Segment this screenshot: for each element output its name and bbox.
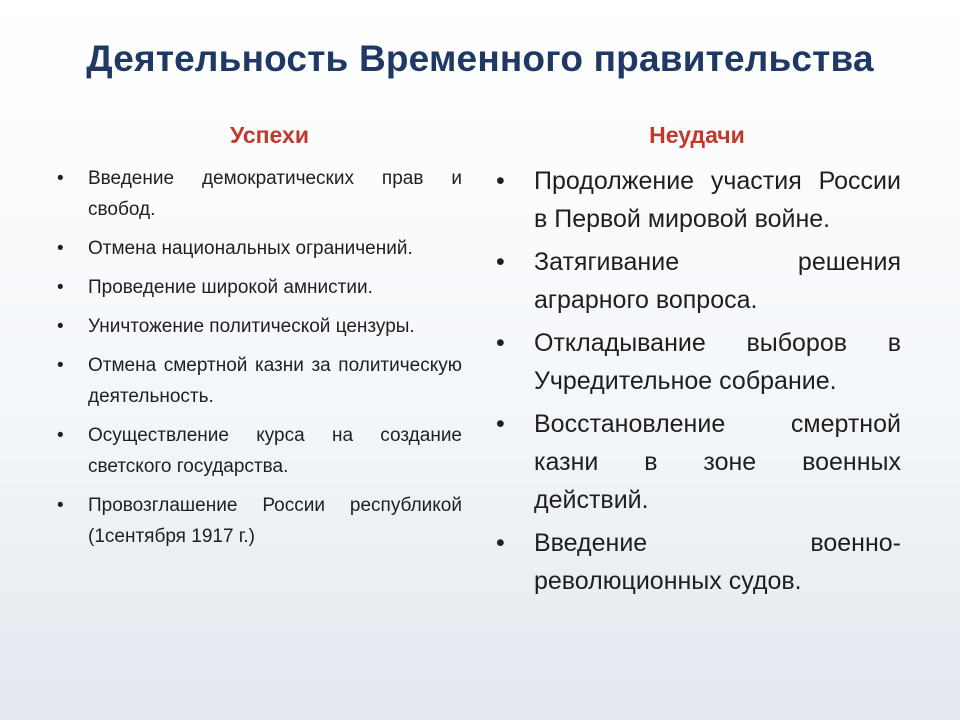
successes-heading: Успехи [230, 122, 309, 148]
list-item-text: Восстановление смертной казни в зоне военных действий. [534, 410, 901, 514]
bullet-icon: • [57, 168, 64, 189]
bullet-icon: • [57, 495, 64, 516]
bullet-icon: • [496, 167, 505, 195]
failures-heading: Неудачи [649, 122, 745, 148]
bullet-icon: • [496, 329, 505, 357]
list-item-text: Продолжение участия России в Первой мировой войне. [534, 167, 901, 233]
list-item [493, 324, 901, 400]
failures-column [493, 115, 901, 605]
list-item [55, 350, 462, 412]
list-item [493, 405, 901, 519]
list-item [493, 243, 901, 319]
list-item-text: Провозглашение России республикой (1сентября 1917 г.) [88, 495, 462, 547]
successes-column [55, 115, 462, 560]
bullet-icon: • [57, 425, 64, 446]
failures-list [493, 162, 901, 600]
list-item-text: Введение демократических прав и свобод. [88, 168, 462, 220]
list-item [55, 490, 462, 552]
list-item-text: Введение военно-революционных судов. [534, 529, 901, 595]
slide-title: Деятельность Временного правительства [86, 38, 874, 79]
bullet-icon: • [57, 277, 64, 298]
bullet-icon: • [57, 316, 64, 337]
list-item [55, 272, 462, 303]
list-item-text: Отмена национальных ограничений. [88, 238, 413, 259]
bullet-icon: • [496, 529, 505, 557]
list-item [493, 162, 901, 238]
list-item-text: Осуществление курса на создание светского государства. [88, 425, 462, 477]
list-item-text: Откладывание выборов в Учредительное собрание. [534, 329, 901, 395]
list-item [55, 163, 462, 225]
list-item-text: Затягивание решения аграрного вопроса. [534, 248, 901, 314]
bullet-icon: • [57, 355, 64, 376]
successes-list [55, 163, 462, 552]
list-item-text: Проведение широкой амнистии. [88, 277, 373, 298]
list-item-text: Отмена смертной казни за политическую деятельность. [88, 355, 462, 407]
list-item [55, 233, 462, 264]
list-item [493, 524, 901, 600]
list-item [55, 311, 462, 342]
bullet-icon: • [496, 248, 505, 276]
bullet-icon: • [496, 410, 505, 438]
list-item [55, 420, 462, 482]
list-item-text: Уничтожение политической цензуры. [88, 316, 415, 337]
bullet-icon: • [57, 238, 64, 259]
